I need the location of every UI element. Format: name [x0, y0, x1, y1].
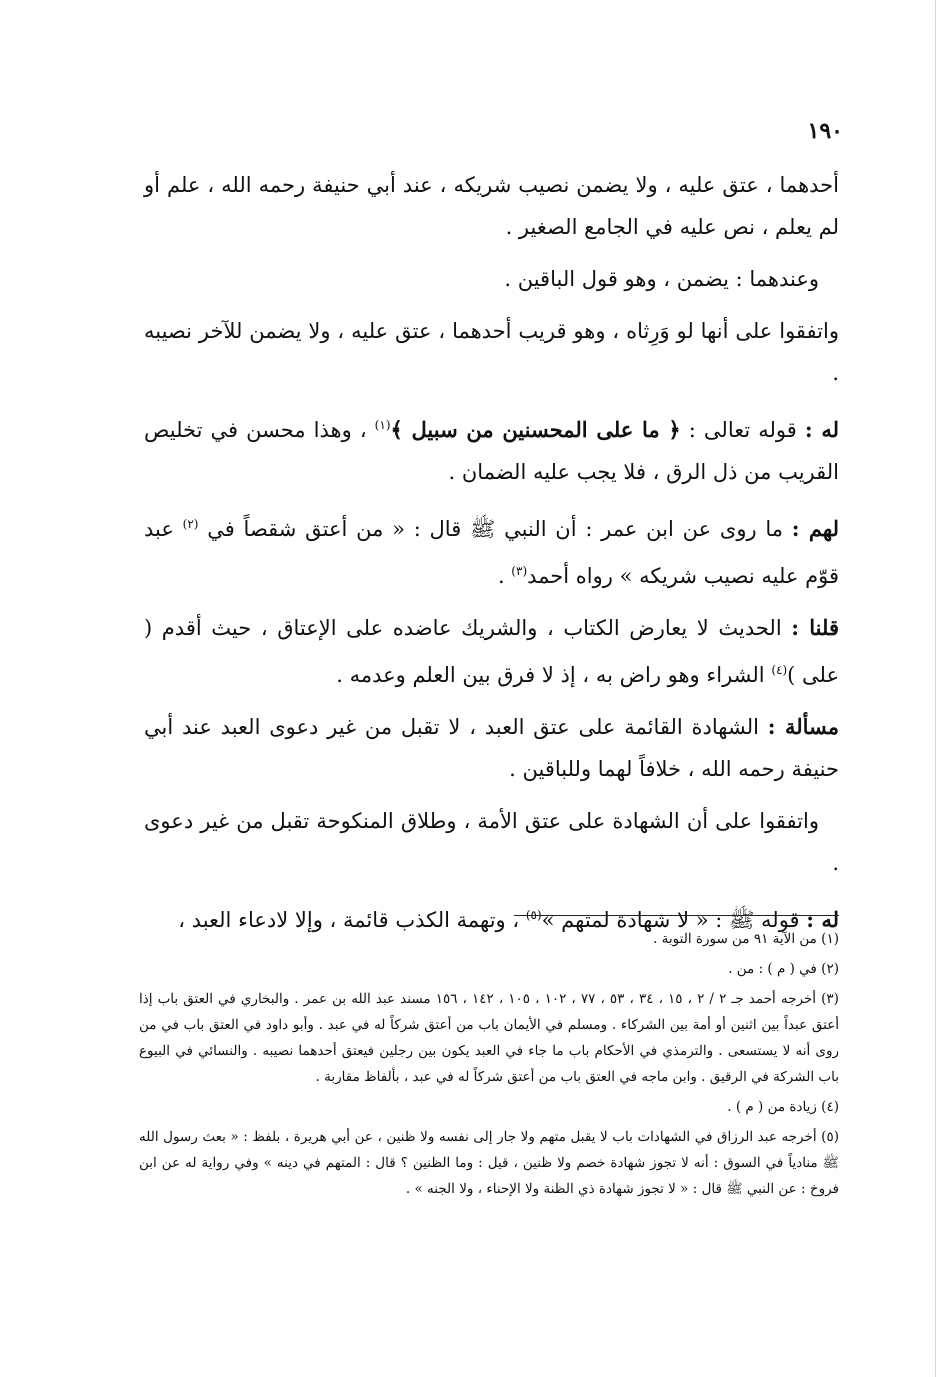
footnote-5: (٥) أخرجه عبد الرزاق في الشهادات باب لا يقبل متهم ولا جار إلى نفسه ولا ظنين ، عن أبي هريرة ، بلفظ : « بعث رسول الله ﷺ منادياً في السوق : أنه لا تجوز شهادة خصم ولا ظنين ، قيل : وما الظنين ؟ قال : المتهم في دينه » وفي رواية له عن ابن فروخ : عن النبي ﷺ قال : « لا تجوز شهادة ذي الظنة ولا الإحناء ، ولا الجنه » .	[139, 1129, 839, 1197]
paragraph-4	[144, 404, 839, 493]
footnote-4: (٤) زيادة من ( م ) .	[727, 1099, 839, 1115]
paragraph-7	[144, 706, 839, 790]
paragraph-4-rest: ، وهذا محسن في تخليص القريب من ذل الرق ، فلا يجب عليه الضمان .	[144, 418, 839, 484]
scan-edge-line	[935, 0, 936, 1377]
paragraph-5-lead: لهم :	[791, 516, 839, 541]
footnote-1: (١) من الآية ٩١ من سورة التوبة .	[653, 931, 839, 947]
paragraph-2: وعندهما : يضمن ، وهو قول الباقين .	[504, 267, 819, 291]
paragraph-9-lead: له :	[806, 907, 839, 932]
footnote-separator	[514, 915, 839, 916]
paragraph-4-lead: له :	[804, 417, 839, 442]
paragraph-6	[144, 607, 839, 696]
paragraph-5	[144, 503, 839, 597]
paragraph-6-text-1: الحديث لا يعارض الكتاب ، والشريك عاضده على الإعتاق ، حيث أقدم ( على )	[144, 616, 839, 687]
paragraph-5-text-2: عبد قوّم عليه نصيب شريكه » رواه أحمد	[144, 517, 839, 588]
paragraph-5-text-3: .	[497, 564, 512, 588]
paragraph-6-lead: قلنا :	[791, 615, 839, 640]
paragraph-3: واتفقوا على أنها لو وَرِثاه ، وهو قريب أحدهما ، عتق عليه ، ولا يضمن للآخر نصيبه .	[144, 319, 839, 385]
paragraph-5-text-1: ما روى عن ابن عمر : أن النبي ﷺ قال : « من أعتق شقصاً في	[198, 517, 792, 541]
footnotes	[139, 926, 839, 1206]
footnote-ref-5: (٥)	[525, 908, 542, 922]
quran-verse: ﴿ ما على المحسنين من سبيل ﴾	[390, 417, 681, 442]
footnote-3: (٣) أخرجه أحمد جـ ٢ / ٢ ، ١٥ ، ٣٤ ، ٥٣ ، ٧٧ ، ١٠٢ ، ١٠٥ ، ١٤٢ ، ١٥٦ مسند عبد الله بن عمر . والبخاري في العتق باب إذا أعتق عبداً بين اثنين أو أمة بين الشركاء . ومسلم في الأيمان باب من أعتق شركاً له في عبد . وأبو داود في العتق باب في من روى أنه لا يستسعى . والترمذي في الأحكام باب ما جاء في العبد يكون بين رجلين فيعتق أحدهما نصيبه . والنسائي في البيوع باب الشركة في الرقيق . وابن ماجه في العتق باب من أعتق شركاً له في عبد ، بألفاظ مقاربة .	[139, 991, 839, 1085]
paragraph-6-text-2: الشراء وهو راض به ، إذ لا فرق بين العلم وعدمه .	[336, 663, 772, 687]
paragraph-7-lead: مسألة :	[767, 714, 839, 739]
footnote-2: (٢) في ( م ) : من .	[728, 961, 839, 977]
page-number: ١٩٠	[807, 118, 843, 144]
paragraph-4-intro: قوله تعالى :	[680, 418, 805, 442]
paragraph-7-text: الشهادة القائمة على عتق العبد ، لا تقبل من غير دعوى العبد عند أبي حنيفة رحمه الله ، خلافاً لهما وللباقين .	[144, 715, 839, 781]
footnote-ref-4: (٤)	[771, 663, 788, 677]
paragraph-9-text-2: ، وتهمة الكذب قائمة ، وإلا لادعاء العبد ،	[178, 908, 526, 932]
paragraph-8: واتفقوا على أن الشهادة على عتق الأمة ، وطلاق المنكوحة تقبل من غير دعوى .	[144, 809, 839, 875]
paragraph-9-text-1: قوله ﷺ : « لا شهادة لمتهم »	[541, 908, 807, 932]
footnote-ref-2: (٢)	[182, 517, 199, 531]
footnote-ref-3: (٣)	[511, 564, 528, 578]
footnote-ref-1: (١)	[374, 418, 391, 432]
paragraph-1: أحدهما ، عتق عليه ، ولا يضمن نصيب شريكه ، عند أبي حنيفة رحمه الله ، علم أو لم يعلم ، نص عليه في الجامع الصغير .	[144, 173, 839, 239]
main-text	[144, 164, 839, 951]
